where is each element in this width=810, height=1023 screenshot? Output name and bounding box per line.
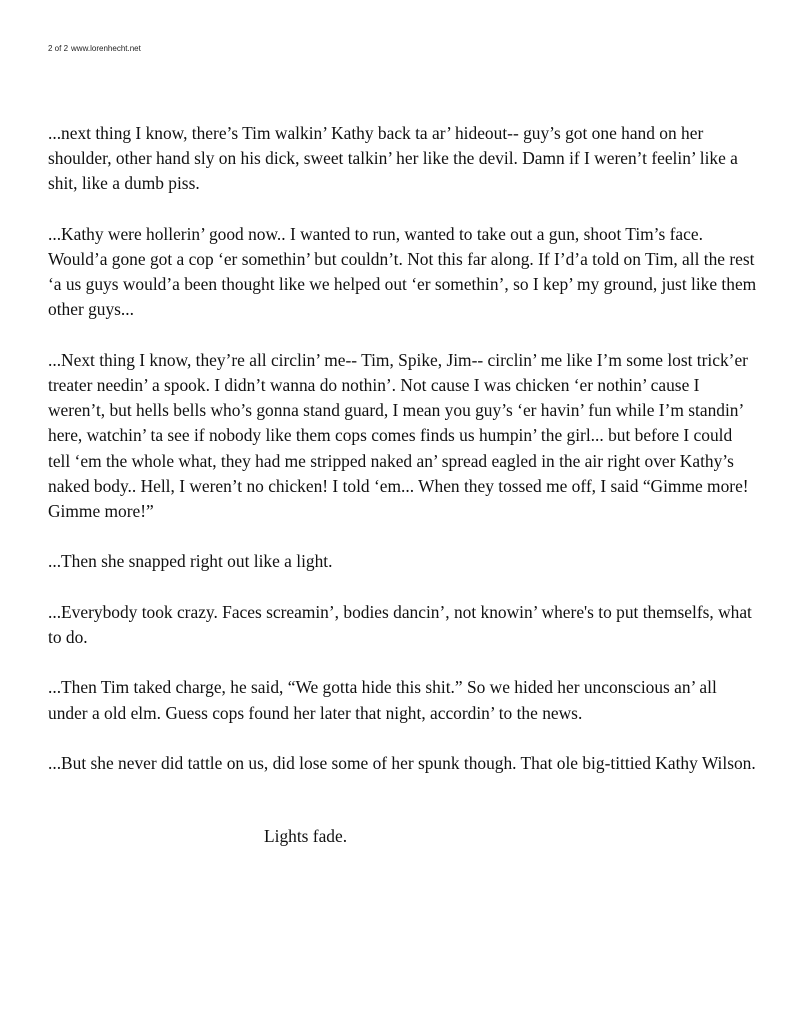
paragraph-3: ...Next thing I know, they’re all circlin’ me-- Tim, Spike, Jim-- circlin’ me like I’m some lost trick’er treater needin’ a spook. I didn’t wanna do nothin’. Not cause I was chicken ‘er nothin’ cause I weren’t, but hells bells who’s gonna stand guard, I mean you guy’s ‘er havin’ fun while I’m standin’ here, watchin’ ta see if nobody like them cops comes finds us humpin’ the girl... but before I could tell ‘em the whole what, they had me stripped naked an’ spread eagled in the air right over Kathy’s naked body.. Hell, I weren’t no chicken! I told ‘em... When they tossed me off, I said “Gimme more! Gimme more!” <box>48 349 749 522</box>
monologue-body <box>48 121 758 801</box>
paragraph-6: ...Then Tim taked charge, he said, “We gotta hide this shit.” So we hided her unconscious an’ all under a old elm. Guess cops found her later that night, accordin’ to the news. <box>48 677 717 723</box>
page-header <box>48 44 141 54</box>
paragraph-2: ...Kathy were hollerin’ good now.. I wanted to run, wanted to take out a gun, shoot Tim’s face. Would’a gone got a cop ‘er somethin’ but couldn’t. Not this far along. If I’d’a told on Tim, all the rest ‘a us guys would’a been thought like we helped out ‘er somethin’, so I kep’ my ground, just like them other guys... <box>48 223 757 320</box>
page-indicator: 2 of 2 <box>48 44 69 53</box>
paragraph-4: ...Then she snapped right out like a light. <box>48 551 333 572</box>
paragraph-1: ...next thing I know, there’s Tim walkin’ Kathy back ta ar’ hideout-- guy’s got one hand on her shoulder, other hand sly on his dick, sweet talkin’ her like the devil. Damn if I weren’t feelin’ like a shit, like a dumb piss. <box>48 123 738 194</box>
website-url: www.lorenhecht.net <box>71 44 141 53</box>
paragraph-5: ...Everybody took crazy. Faces screamin’, bodies dancin’, not knowin’ where's to put themselfs, what to do. <box>48 601 752 647</box>
paragraph-7: ...But she never did tattle on us, did lose some of her spunk though. That ole big-tittied Kathy Wilson. <box>48 752 756 773</box>
stage-direction: Lights fade. <box>264 826 348 846</box>
